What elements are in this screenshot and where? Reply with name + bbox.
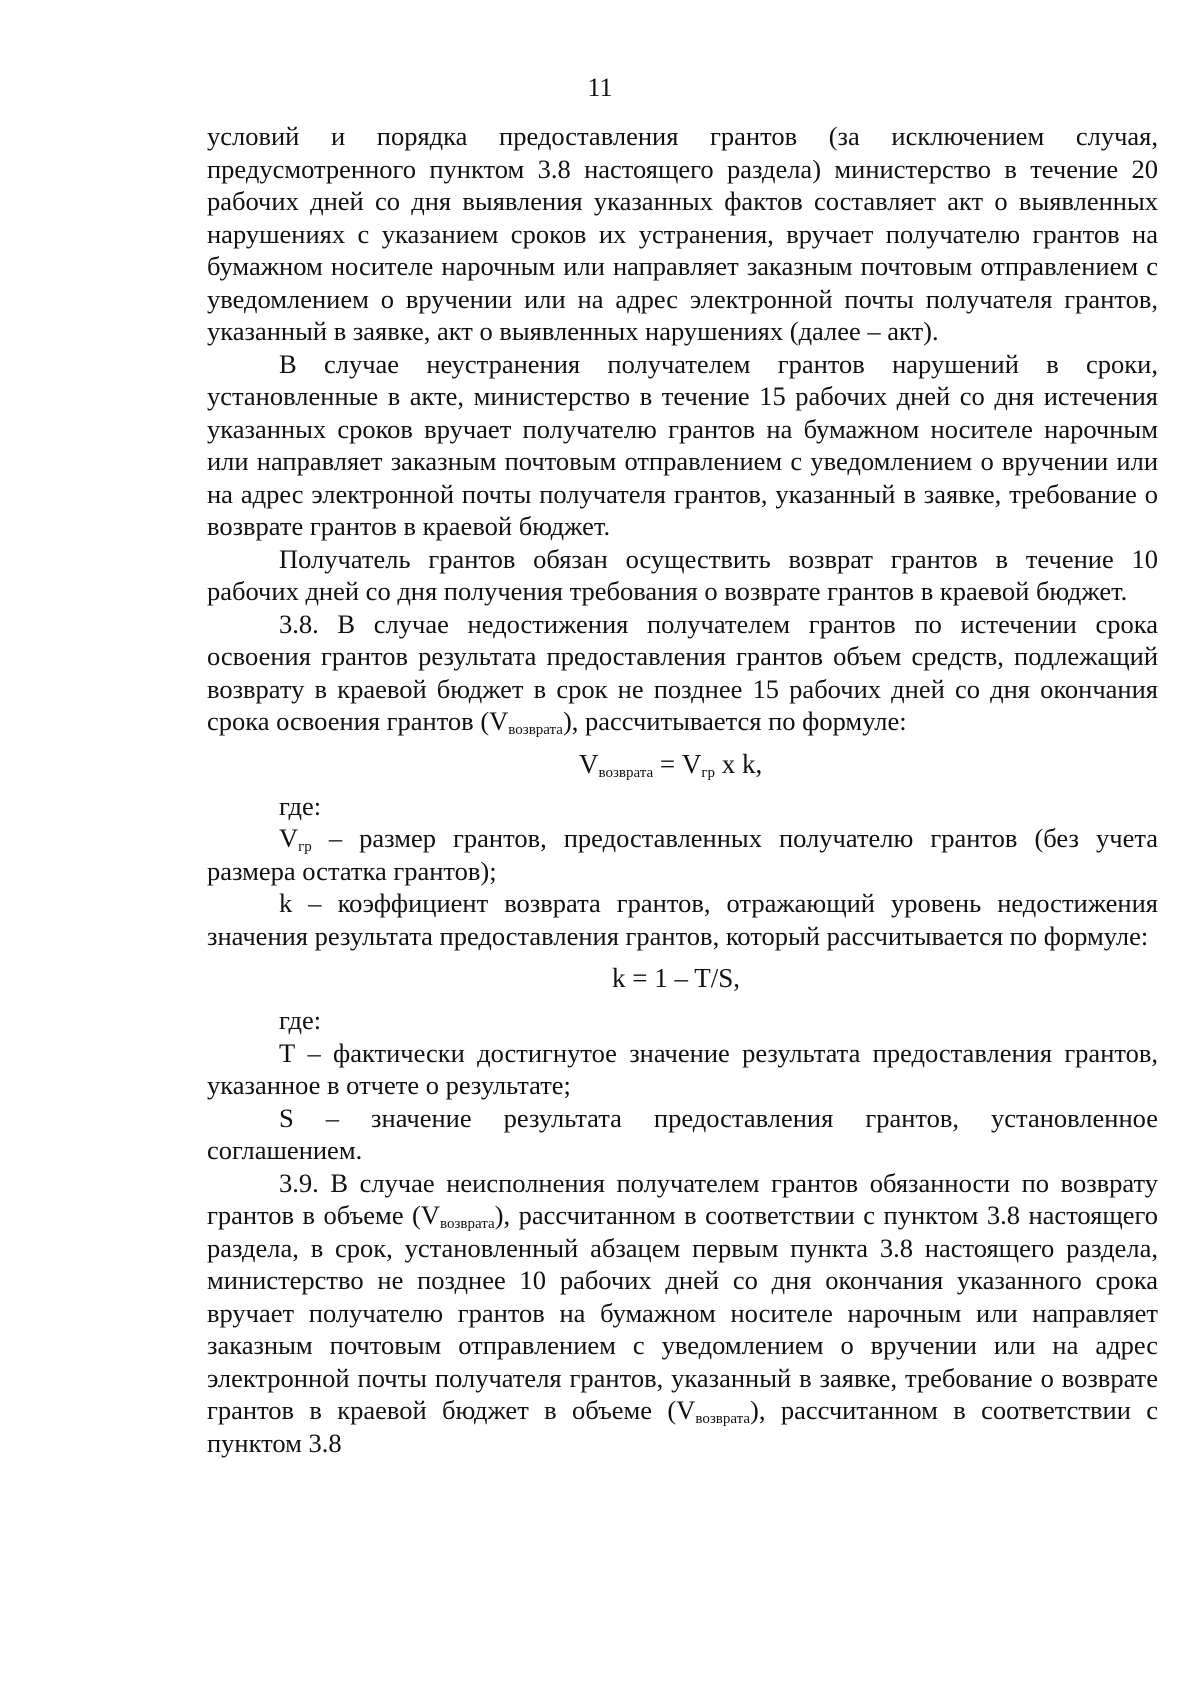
document-body [207, 120, 1158, 1459]
page-number: 11 [587, 73, 613, 102]
definition-v-gr: $V_{гр}$ – размер грантов, предоставленных получателю грантов (без учета размера остатка грантов); [207, 823, 1158, 886]
paragraph-acts-violations: условий и порядка предоставления грантов (за исключением случая, предусмотренного пунктом 3.8 настоящего раздела) министерство в течение 20 рабочих дней со дня выявления указанных фактов составляет акт о выявленных нарушениях с указанием сроков их устранения, вручает получателю грантов на бумажном носителе нарочным или направляет заказным почтовым отправлением с уведомлением о вручении или на адрес электронной почты получателя грантов, указанный в заявке, акт о выявленных нарушениях (далее – акт). [207, 121, 1158, 346]
definition-k: k – коэффициент возврата грантов, отражающий уровень недостижения значения результата предоставления грантов, который рассчитывается по формуле: [207, 888, 1158, 951]
paragraph-non-elimination: В случае неустранения получателем грантов нарушений в сроки, установленные в акте, министерство в течение 15 рабочих дней со дня истечения указанных сроков вручает получателю грантов на бумажном носителе нарочным или направляет заказным почтовым отправлением с уведомлением о вручении или на адрес электронной почты получателя грантов, указанный в заявке, требование о возврате грантов в краевой бюджет. [207, 348, 1158, 541]
where-label-1: где: [279, 790, 322, 821]
definition-t: Т – фактически достигнутое значение результата предоставления грантов, указанное в отчете о результате; [207, 1037, 1158, 1100]
definition-s: S – значение результата предоставления грантов, установленное соглашением. [207, 1102, 1158, 1165]
paragraph-3-8: 3.8. В случае недостижения получателем грантов по истечении срока освоения грантов результата предоставления грантов объем средств, подлежащий возврату в краевой бюджет в срок не позднее 15 рабочих дней со дня окончания срока освоения грантов $(V_{возврата})$, рассчитывается по формуле: [207, 608, 1158, 738]
paragraph-return-obligation: Получатель грантов обязан осуществить возврат грантов в течение 10 рабочих дней со дня получения требования о возврате грантов в краевой бюджет. [207, 543, 1158, 606]
where-label-2: где: [279, 1005, 322, 1035]
formula-v-return: $V_{возврата} = V_{гр}$ x k, [579, 748, 763, 781]
formula-k: k = 1 – T/S, [612, 963, 740, 993]
paragraph-3-9: 3.9. В случае неисполнения получателем грантов обязанности по возврату грантов в объеме $(V_{возврата})$, рассчитанном в соответствии с пунктом 3.8 настоящего раздела, в срок, установленный абзацем первым пункта 3.8 настоящего раздела, министерство не позднее 10 рабочих дней со дня окончания указанного срока вручает получателю грантов на бумажном носителе нарочным или направляет заказным почтовым отправлением с уведомлением о вручении или на адрес электронной почты получателя грантов, указанный в заявке, требование о возврате грантов в краевой бюджет в объеме $(V_{возврата})$, рассчитанном в соответствии с пунктом 3.8 [207, 1167, 1158, 1458]
